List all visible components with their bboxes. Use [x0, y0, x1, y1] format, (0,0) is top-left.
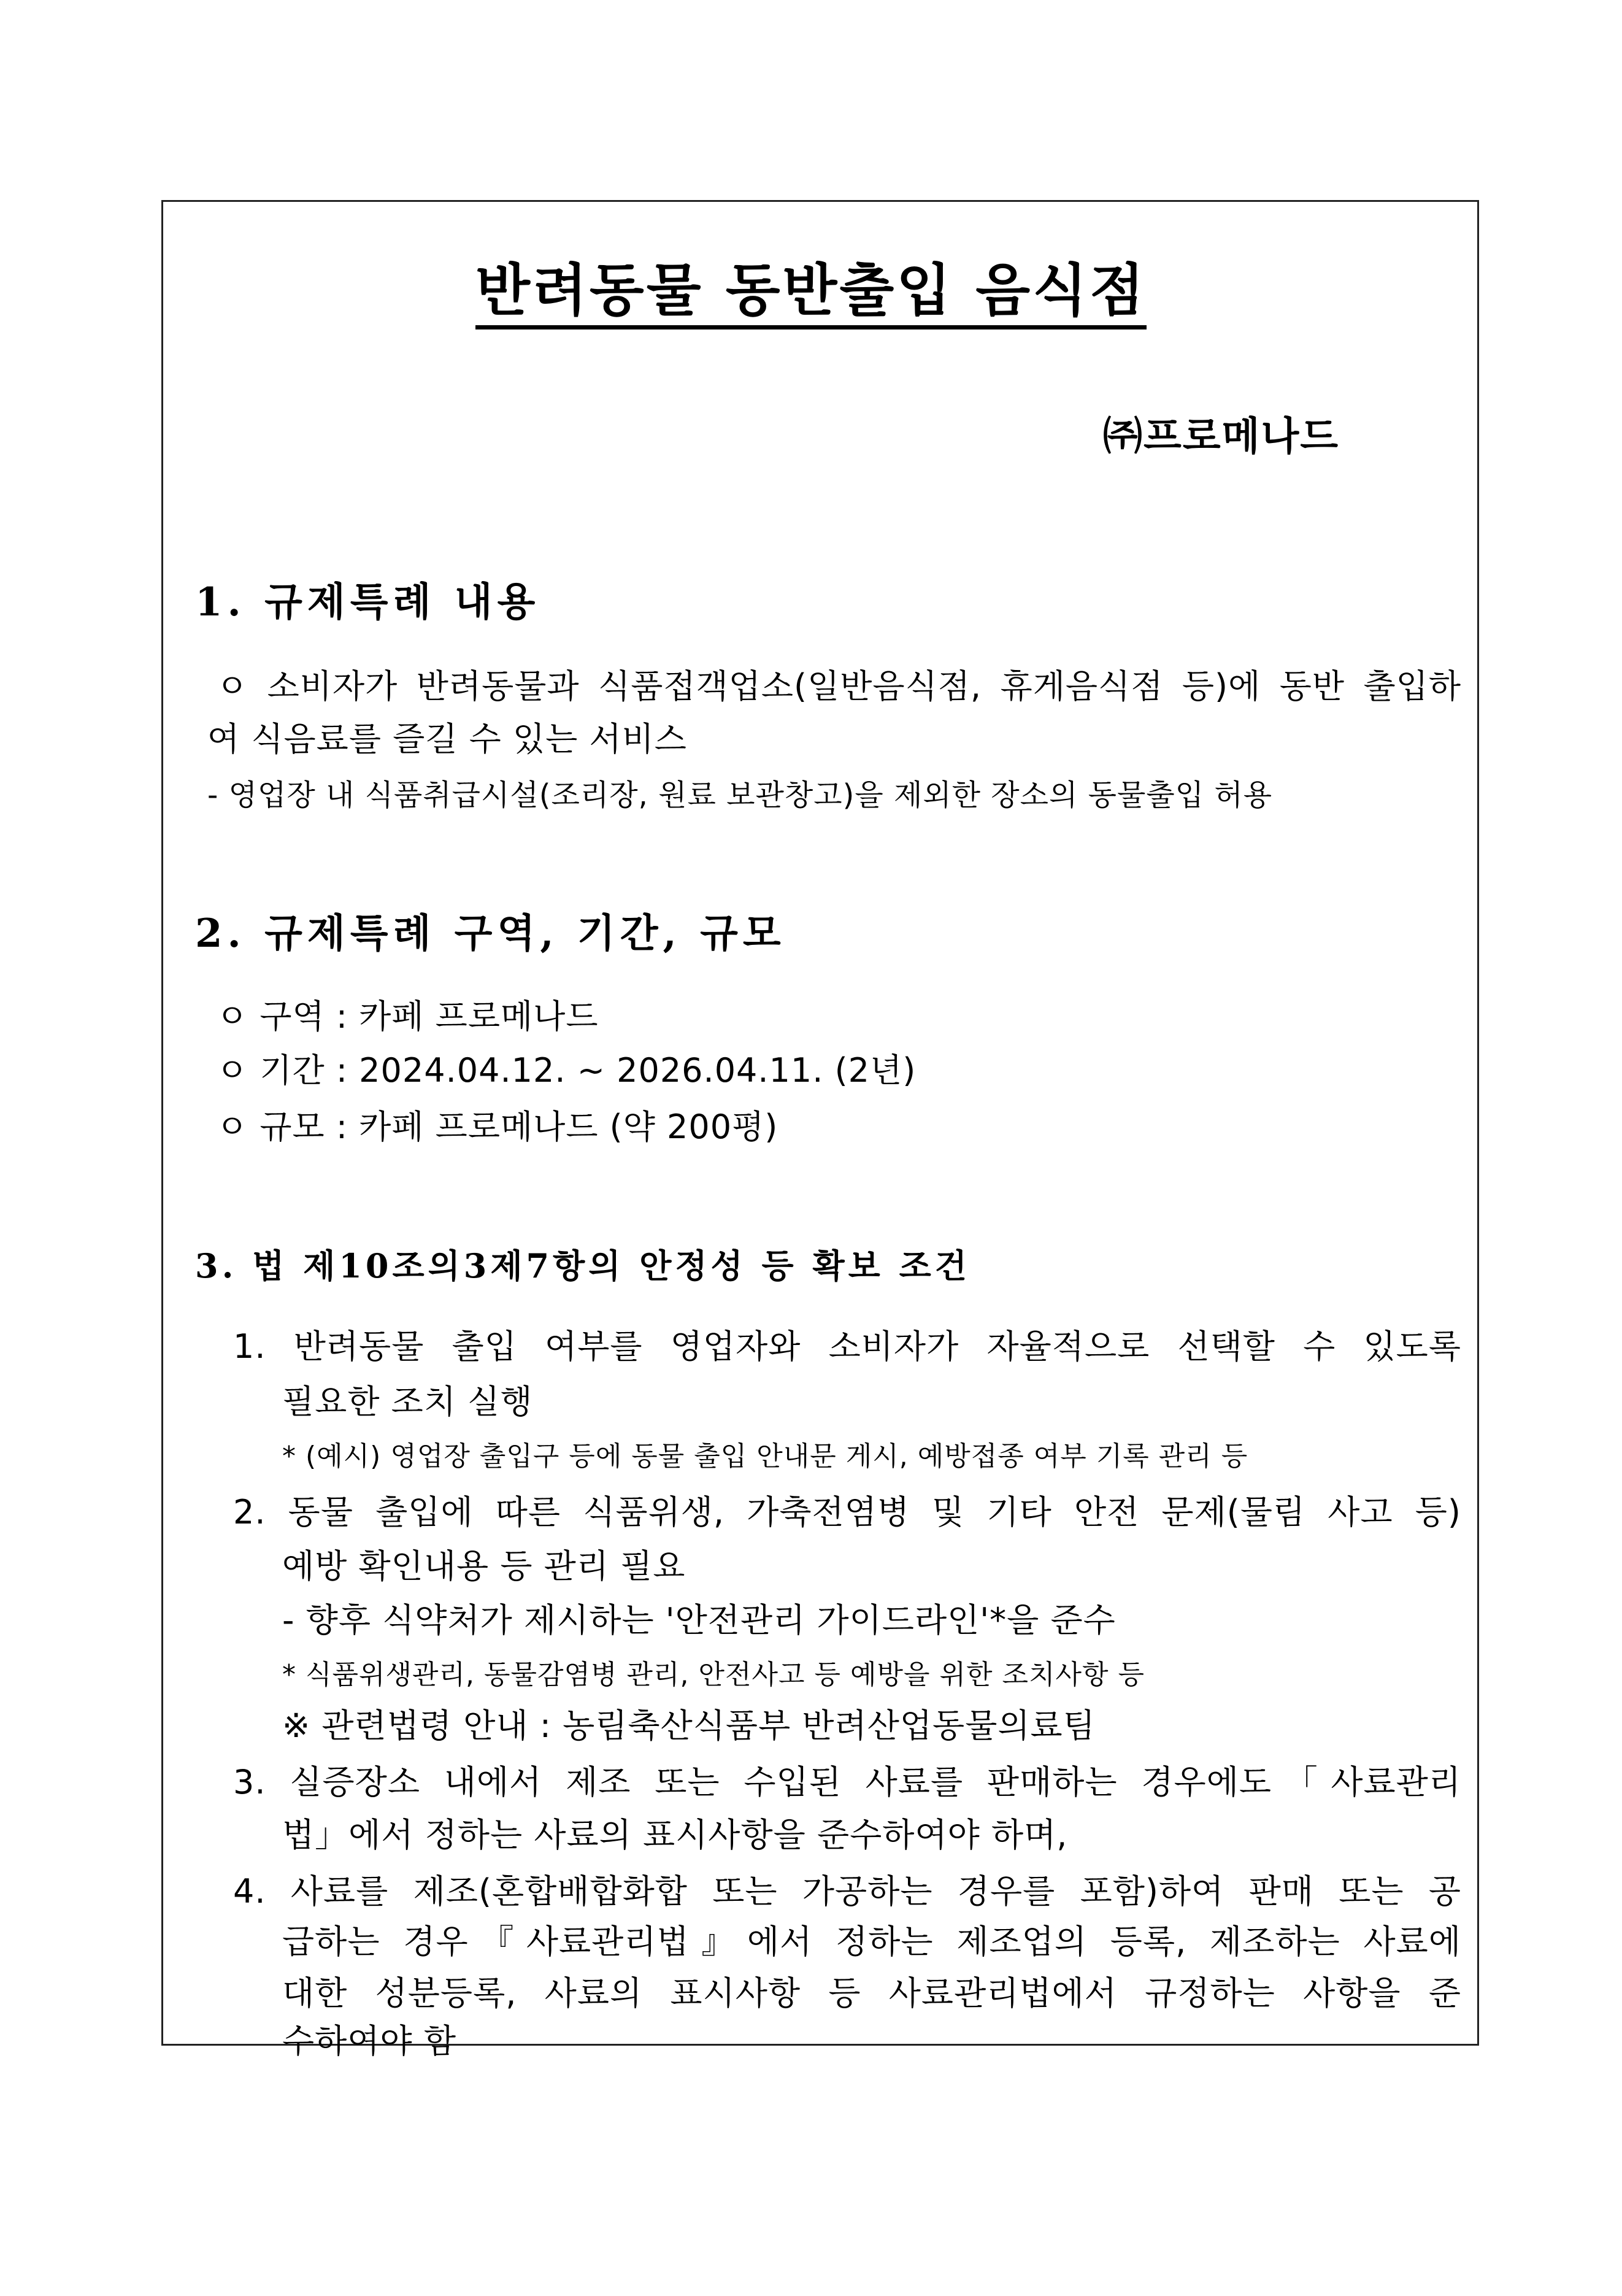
- section3-item4-line1: 4. 사료를 제조(혼합배합화합 또는 가공하는 경우를 포함)하여 판매 또는 공: [233, 1872, 1461, 1911]
- section3-item1-note: * (예시) 영업장 출입구 등에 동물 출입 안내문 게시, 예방접종 여부 기록 관리 등: [282, 1441, 1248, 1472]
- section3-item2-line1: 2. 동물 출입에 따른 식품위생, 가축전염병 및 기타 안전 문제(물림 사고 등): [233, 1493, 1461, 1531]
- section2-item-scale: ㅇ 규모 : 카페 프로메나드 (약 200평): [216, 1108, 778, 1146]
- section1-bullet-line1: ㅇ 소비자가 반려동물과 식품접객업소(일반음식점, 휴게음식점 등)에 동반 출입하: [216, 667, 1461, 706]
- section2-item-area: ㅇ 구역 : 카페 프로메나드: [216, 997, 599, 1036]
- section3-item4-line2: 급하는 경우『사료관리법』에서 정하는 제조업의 등록, 제조하는 사료에: [282, 1922, 1461, 1961]
- section1-heading: 1. 규제특례 내용: [195, 579, 540, 625]
- section3-item2-note: * 식품위생관리, 동물감염병 관리, 안전사고 등 예방을 위한 조치사항 등: [282, 1659, 1145, 1690]
- section3-item1-line2: 필요한 조치 실행: [282, 1382, 533, 1421]
- section1-bullet-line2: 여 식음료를 즐길 수 있는 서비스: [207, 720, 687, 758]
- section3-item2-sub: - 향후 식약처가 제시하는 '안전관리 가이드라인'*을 준수: [282, 1601, 1116, 1639]
- section2-heading: 2. 규제특례 구역, 기간, 규모: [195, 911, 786, 957]
- section3-item4-line4: 수하여야 함: [282, 2022, 456, 2060]
- document-title: 반려동물 동반출입 음식점: [0, 263, 1622, 329]
- section3-item3-line1: 3. 실증장소 내에서 제조 또는 수입된 사료를 판매하는 경우에도「사료관리: [233, 1763, 1461, 1801]
- section1-sub-line: - 영업장 내 식품취급시설(조리장, 원료 보관창고)을 제외한 장소의 동물출입 허용: [207, 778, 1273, 812]
- company-name: ㈜프로메나드: [1103, 414, 1340, 460]
- section3-item3-line2: 법」에서 정하는 사료의 표시사항을 준수하여야 하며,: [282, 1816, 1068, 1854]
- section3-item1-line1: 1. 반려동물 출입 여부를 영업자와 소비자가 자율적으로 선택할 수 있도록: [233, 1327, 1461, 1366]
- section3-item2-ref: ※ 관련법령 안내 : 농림축산식품부 반려산업동물의료팀: [282, 1706, 1096, 1745]
- section3-heading: 3. 법 제10조의3제7항의 안정성 등 확보 조건: [195, 1246, 971, 1285]
- section2-item-period: ㅇ 기간 : 2024.04.12. ~ 2026.04.11. (2년): [216, 1051, 917, 1090]
- section3-item4-line3: 대한 성분등록, 사료의 표시사항 등 사료관리법에서 규정하는 사항을 준: [282, 1974, 1461, 2013]
- section3-item2-line2: 예방 확인내용 등 관리 필요: [282, 1547, 686, 1585]
